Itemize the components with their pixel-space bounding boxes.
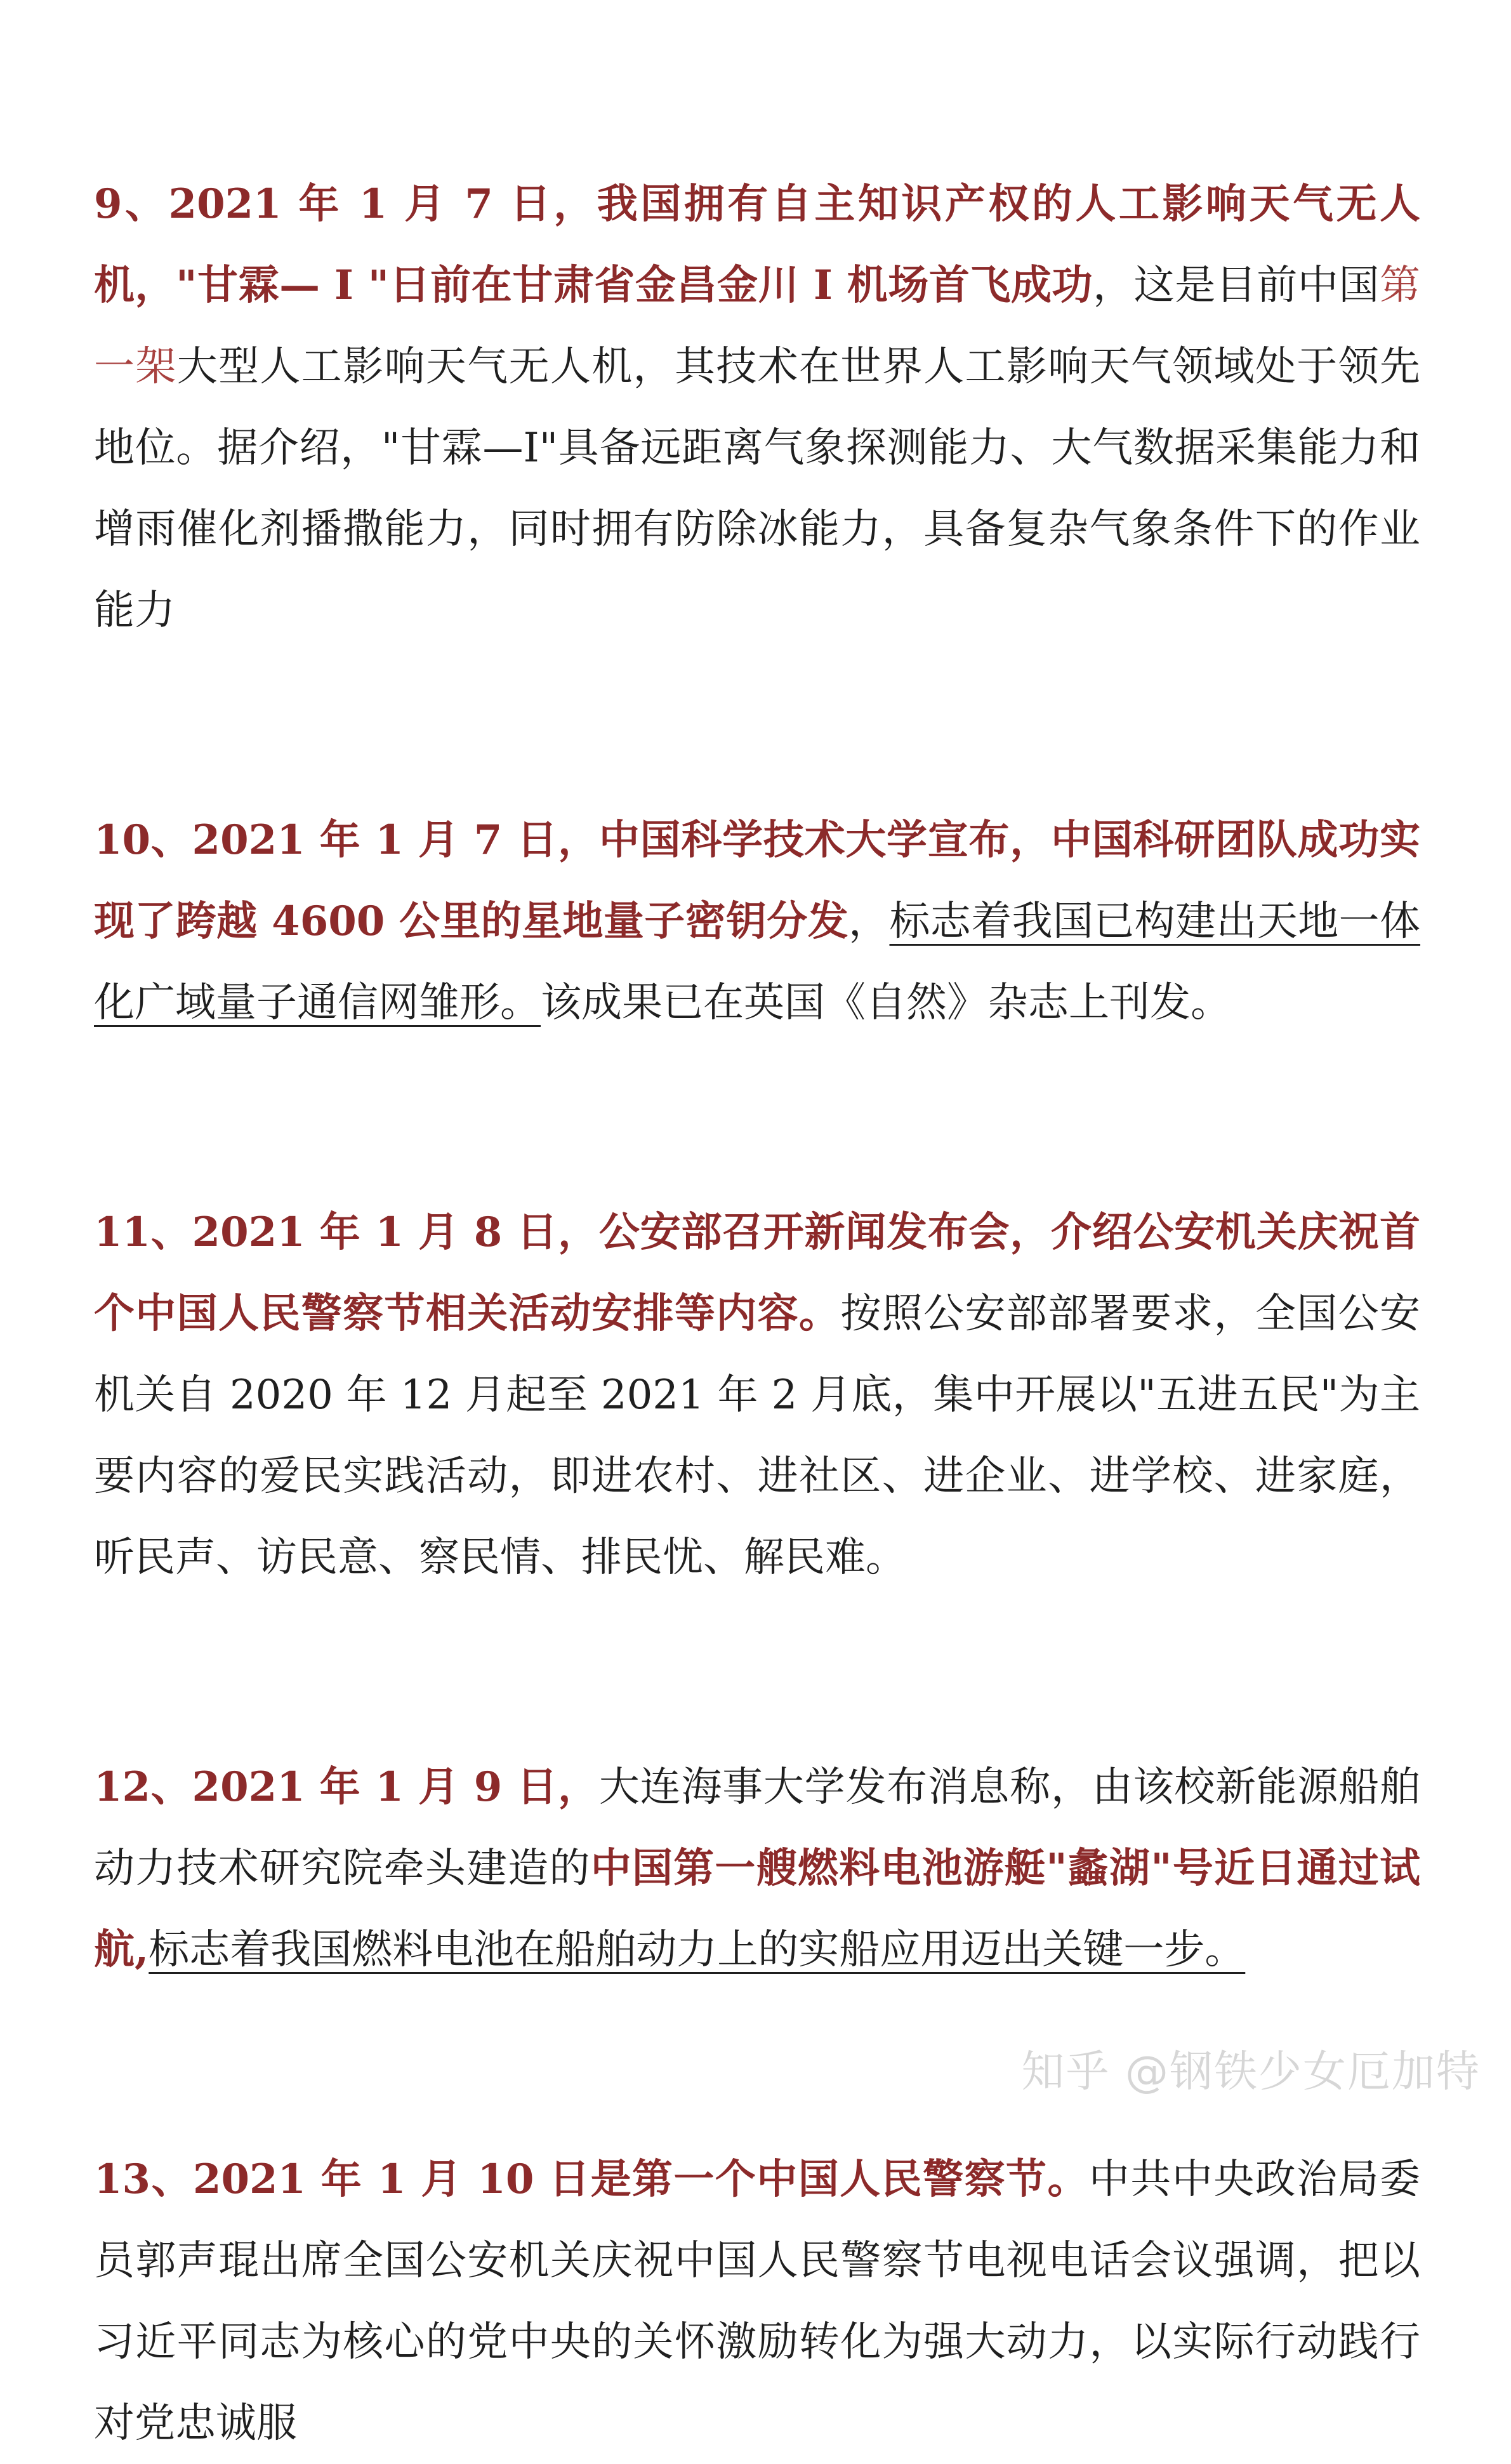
news-item-11-highlight: 11、2021 年 1 月 8 日，公安部召开新闻发布会，介绍公安机关庆祝首个中国人民警察节相关活动安排等内容。 — [94, 1209, 1420, 1337]
news-item-12-highlight-2: 中国第一艘燃料电池游艇"蠡湖"号近日通过试航, — [94, 1845, 1421, 1973]
news-item-9-text-a: ，这是目前中国 — [1093, 262, 1380, 309]
news-item-12-highlight: 12、2021 年 1 月 9 日， — [94, 1763, 599, 1811]
news-item-13 — [94, 2139, 1420, 2464]
news-item-10-text-a: ， — [848, 898, 890, 945]
news-item-13-text-a: 中共中央政治局委员郭声琨出席全国公安机关庆祝中国人民警察节电视电话会议强调，把以习近平同志为核心的党中央的关怀激励转化为强大动力，以实际行动践行对党忠诚服 — [94, 2156, 1420, 2447]
zhihu-watermark: 知乎 @钢铁少女厄加特 — [1021, 2047, 1481, 2097]
news-item-10-highlight: 10、2021 年 1 月 7 日，中国科学技术大学宣布，中国科研团队成功实现了跨越 4600 公里的星地量子密钥分发 — [94, 816, 1420, 945]
news-item-11-text-a: 按照公安部部署要求，全国公安机关自 2020 年 12 月起至 2021 年 2 月底，集中开展以"五进五民"为主要内容的爱民实践活动，即进农村、进社区、进企业、进学校、进家庭，听民声、访民意、察民情、排民忧、解民难。 — [94, 1290, 1421, 1581]
news-item-10 — [94, 800, 1420, 1043]
news-item-12-text-a: 大连海事大学发布消息称，由该校新能源船舶动力技术研究院牵头建造的 — [94, 1764, 1421, 1892]
news-item-10-text-b: 该成果已在英国《自然》杂志上刊发。 — [541, 979, 1231, 1026]
news-item-12 — [94, 1747, 1420, 1990]
news-item-9-red-word: 第一架 — [94, 262, 1421, 390]
news-item-12-underline: 标志着我国燃料电池在船舶动力上的实船应用迈出关键一步。 — [148, 1926, 1246, 1973]
news-item-9-highlight: 9、2021 年 1 月 7 日，我国拥有自主知识产权的人工影响天气无人机，"甘霖— I "日前在甘肃省金昌金川 I 机场首飞成功 — [94, 180, 1420, 309]
news-item-10-underline: 标志着我国已构建出天地一体化广域量子通信网雏形。 — [94, 898, 1421, 1026]
news-item-13-highlight: 13、2021 年 1 月 10 日是第一个中国人民警察节。 — [94, 2156, 1089, 2203]
news-item-11 — [94, 1192, 1420, 1598]
news-item-9 — [94, 164, 1420, 651]
news-item-9-text-b: 大型人工影响天气无人机，其技术在世界人工影响天气领域处于领先地位。据介绍，"甘霖—I"具备远距离气象探测能力、大气数据采集能力和增雨催化剂播撒能力，同时拥有防除冰能力，具备复杂气象条件下的作业能力 — [94, 343, 1421, 634]
article-body — [94, 164, 1420, 2464]
